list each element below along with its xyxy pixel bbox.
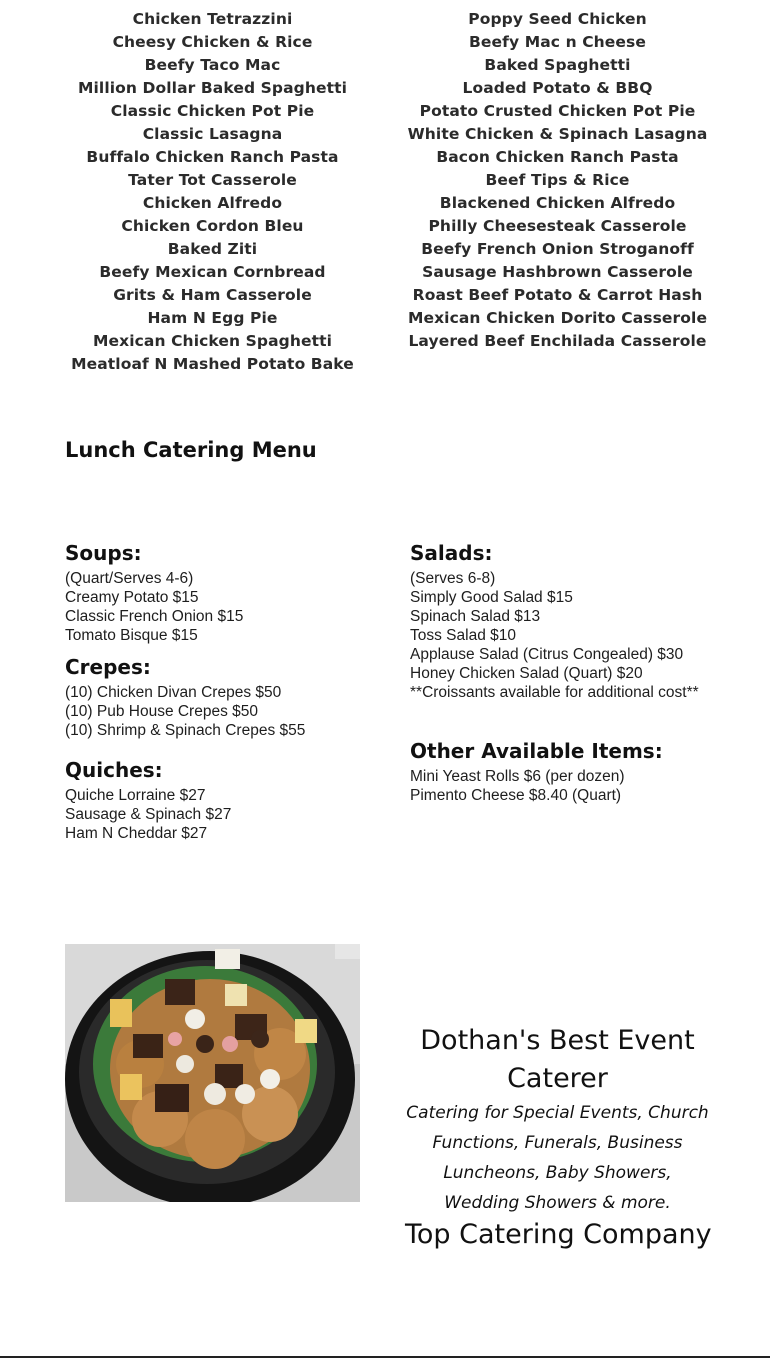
quiches-section (65, 757, 231, 843)
soups-line: Creamy Potato $15 (65, 589, 199, 606)
casserole-item: Chicken Alfredo (142, 194, 283, 212)
promo-title: Dothan's Best Event Caterer (420, 1025, 695, 1094)
casserole-item: Beefy Mac n Cheese (469, 33, 646, 51)
casserole-item: Sausage Hashbrown Casserole (422, 263, 693, 281)
casserole-item: Poppy Seed Chicken (468, 10, 647, 28)
casserole-item: Classic Lasagna (142, 125, 283, 143)
casserole-list-left (40, 8, 385, 376)
casserole-list-right (385, 8, 730, 353)
crepes-heading: Crepes: (65, 655, 151, 679)
crepes-line: (10) Shrimp & Spinach Crepes $55 (65, 722, 306, 739)
salads-line: **Croissants available for additional cost** (410, 684, 699, 701)
casserole-item: Grits & Ham Casserole (113, 286, 312, 304)
casserole-item: Tater Tot Casserole (128, 171, 297, 189)
dessert-tray-photo (65, 944, 360, 1202)
quiches-heading: Quiches: (65, 758, 163, 782)
casserole-item: Buffalo Chicken Ranch Pasta (86, 148, 339, 166)
other-items-section (410, 738, 663, 805)
salads-line: Simply Good Salad $15 (410, 589, 573, 606)
casserole-item: Philly Cheesesteak Casserole (428, 217, 687, 235)
salads-heading: Salads: (410, 541, 493, 565)
salads-line: Applause Salad (Citrus Congealed) $30 (410, 646, 684, 663)
casserole-item: Meatloaf N Mashed Potato Bake (71, 355, 354, 373)
quiches-line: Ham N Cheddar $27 (65, 825, 208, 842)
casserole-item: Roast Beef Potato & Carrot Hash (412, 286, 703, 304)
lunch-menu-title: Lunch Catering Menu (65, 438, 317, 462)
casserole-item: Potato Crusted Chicken Pot Pie (419, 102, 696, 120)
other-items-line: Pimento Cheese $8.40 (Quart) (410, 787, 622, 804)
other-items-line: Mini Yeast Rolls $6 (per dozen) (410, 768, 625, 785)
salads-line: (Serves 6-8) (410, 570, 496, 587)
salads-line: Toss Salad $10 (410, 627, 516, 644)
casserole-item: White Chicken & Spinach Lasagna (407, 125, 708, 143)
casserole-item: Layered Beef Enchilada Casserole (408, 332, 707, 350)
casserole-item: Mexican Chicken Dorito Casserole (407, 309, 708, 327)
crepes-line: (10) Pub House Crepes $50 (65, 703, 259, 720)
salads-line: Honey Chicken Salad (Quart) $20 (410, 665, 643, 682)
soups-line: Classic French Onion $15 (65, 608, 244, 625)
soups-line: Tomato Bisque $15 (65, 627, 198, 644)
casserole-item: Ham N Egg Pie (147, 309, 278, 327)
other-items-heading: Other Available Items: (410, 739, 663, 763)
quiches-line: Quiche Lorraine $27 (65, 787, 206, 804)
casserole-item: Million Dollar Baked Spaghetti (77, 79, 348, 97)
promo-tagline: Top Catering Company (405, 1219, 712, 1250)
casserole-item: Mexican Chicken Spaghetti (92, 332, 333, 350)
soups-section (65, 540, 243, 645)
casserole-item: Beefy Mexican Cornbread (99, 263, 326, 281)
casserole-item: Beefy Taco Mac (144, 56, 281, 74)
crepes-section (65, 654, 305, 740)
casserole-item: Baked Ziti (167, 240, 258, 258)
casserole-item: Bacon Chicken Ranch Pasta (436, 148, 679, 166)
casserole-item: Blackened Chicken Alfredo (439, 194, 676, 212)
dessert-tray-illustration (65, 944, 360, 1202)
promo-subtitle: Catering for Special Events, Church Functions, Funerals, Business Luncheons, Baby Showers, Wedding Showers & more. (406, 1103, 709, 1213)
salads-section (410, 540, 710, 702)
crepes-line: (10) Chicken Divan Crepes $50 (65, 684, 282, 701)
salads-line: Spinach Salad $13 (410, 608, 541, 625)
casserole-item: Loaded Potato & BBQ (462, 79, 653, 97)
casserole-item: Baked Spaghetti (484, 56, 631, 74)
casserole-item: Chicken Tetrazzini (132, 10, 293, 28)
footer-divider (0, 1356, 770, 1358)
casserole-item: Chicken Cordon Bleu (121, 217, 304, 235)
casserole-item: Beefy French Onion Stroganoff (421, 240, 694, 258)
soups-line: (Quart/Serves 4-6) (65, 570, 194, 587)
quiches-line: Sausage & Spinach $27 (65, 806, 232, 823)
casserole-item: Classic Chicken Pot Pie (110, 102, 315, 120)
soups-heading: Soups: (65, 541, 142, 565)
casserole-item: Cheesy Chicken & Rice (112, 33, 313, 51)
casserole-item: Beef Tips & Rice (485, 171, 630, 189)
